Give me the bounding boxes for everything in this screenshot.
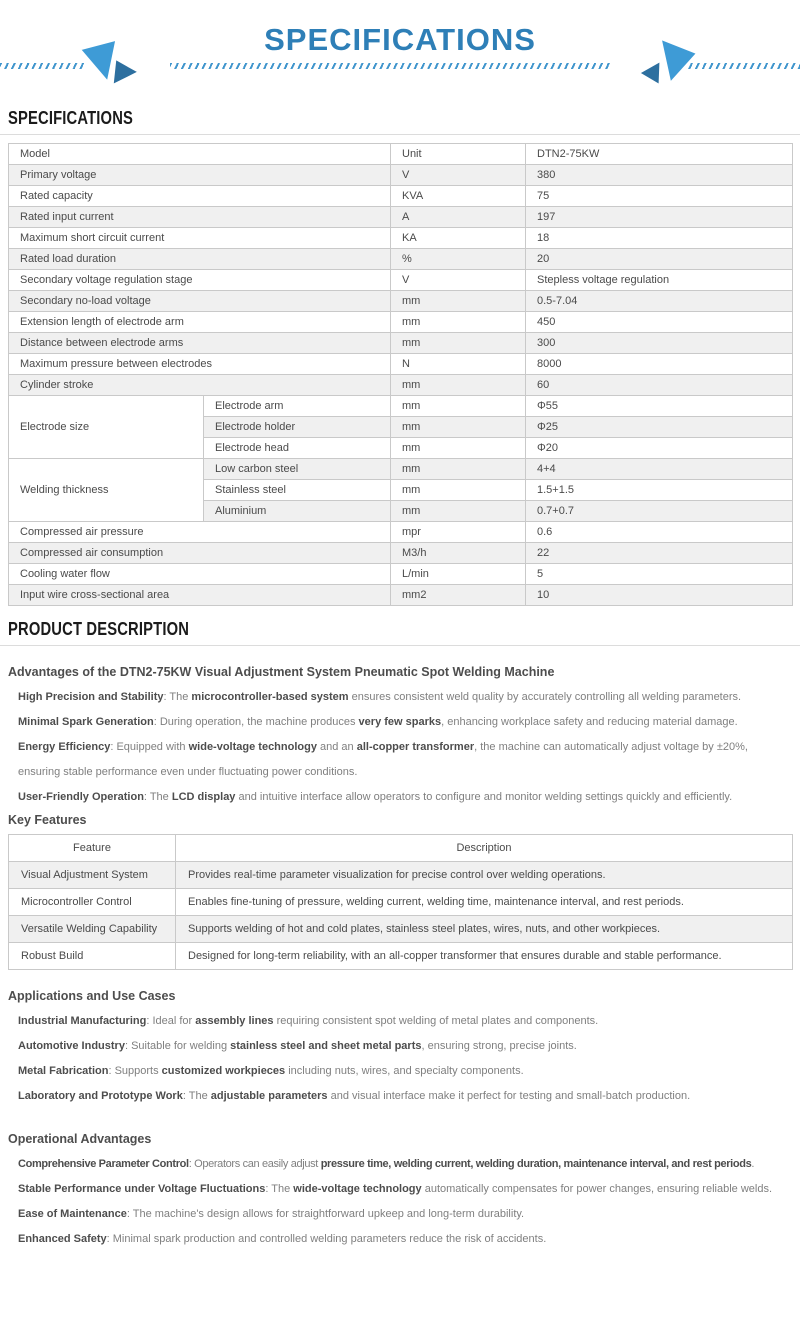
value-cell: 4+4 [526, 459, 793, 480]
bold-text: very few sparks [358, 716, 442, 728]
bullet-line [8, 1227, 792, 1252]
value-cell: 1.5+1.5 [526, 480, 793, 501]
bold-text: Metal Fabrication [18, 1065, 109, 1077]
applications-heading: Applications and Use Cases [8, 989, 176, 1003]
key-features-table [8, 834, 793, 970]
bold-text: User-Friendly Operation [18, 791, 144, 803]
text: , ensuring strong, precise joints. [421, 1040, 577, 1052]
param-cell: Rated input current [9, 207, 391, 228]
param-cell: Electrode head [204, 438, 391, 459]
table-row [9, 943, 793, 970]
param-cell: Rated capacity [9, 186, 391, 207]
description-cell: Designed for long-term reliability, with an all-copper transformer that ensures durable and stable performance. [176, 943, 793, 970]
unit-cell: mm [391, 396, 526, 417]
param-cell: Rated load duration [9, 249, 391, 270]
advantages-heading: Advantages of the DTN2-75KW Visual Adjustment System Pneumatic Spot Welding Machine [8, 665, 555, 679]
table-row [9, 862, 793, 889]
param-cell: Cylinder stroke [9, 375, 391, 396]
triangle-light-icon [660, 38, 698, 84]
param-cell: Maximum pressure between electrodes [9, 354, 391, 375]
bold-text: customized workpieces [161, 1065, 286, 1077]
unit-cell: mm [391, 480, 526, 501]
text: : Equipped with [110, 741, 189, 753]
table-row [9, 916, 793, 943]
divider [0, 134, 800, 135]
bold-text: LCD display [171, 791, 236, 803]
value-cell: Φ55 [526, 396, 793, 417]
table-row [9, 165, 793, 186]
value-cell: Φ20 [526, 438, 793, 459]
unit-cell: Unit [391, 144, 526, 165]
feature-cell: Robust Build [9, 943, 176, 970]
param-cell: Distance between electrode arms [9, 333, 391, 354]
table-row [9, 333, 793, 354]
param-cell: Compressed air pressure [9, 522, 391, 543]
unit-cell: mm [391, 417, 526, 438]
triangle-decoration-icon [632, 36, 702, 88]
unit-cell: KA [391, 228, 526, 249]
param-cell: Low carbon steel [204, 459, 391, 480]
table-row [9, 249, 793, 270]
table-row [9, 459, 793, 480]
unit-cell: A [391, 207, 526, 228]
bold-text: assembly lines [195, 1015, 274, 1027]
bullet-line [8, 785, 792, 810]
table-row [9, 354, 793, 375]
table-row [9, 270, 793, 291]
text: : The [143, 791, 172, 803]
feature-column-header: Feature [9, 835, 176, 862]
table-row [9, 889, 793, 916]
bold-text: all-copper transformer [356, 741, 475, 753]
bold-text: Industrial Manufacturing [18, 1015, 147, 1027]
group-cell: Electrode size [9, 396, 204, 459]
param-cell: Model [9, 144, 391, 165]
bold-text: Energy Efficiency [18, 741, 111, 753]
table-row [9, 564, 793, 585]
value-cell: 60 [526, 375, 793, 396]
value-cell: Φ25 [526, 417, 793, 438]
operational-bullets [0, 1152, 800, 1252]
unit-cell: mm [391, 333, 526, 354]
param-cell: Primary voltage [9, 165, 391, 186]
applications-bullets [0, 1009, 800, 1109]
text: automatically compensates for power changes, ensuring reliable welds. [421, 1183, 773, 1195]
table-row [9, 228, 793, 249]
triangle-decoration-icon [76, 36, 144, 88]
divider [0, 645, 800, 646]
key-features-heading: Key Features [8, 813, 87, 827]
text: . [751, 1158, 755, 1170]
bullet-line [8, 1152, 792, 1177]
table-row [9, 312, 793, 333]
unit-cell: mm [391, 438, 526, 459]
unit-cell: KVA [391, 186, 526, 207]
table-row [9, 585, 793, 606]
unit-cell: N [391, 354, 526, 375]
value-cell: 20 [526, 249, 793, 270]
table-row [9, 522, 793, 543]
bold-text: microcontroller-based system [191, 691, 349, 703]
param-cell: Maximum short circuit current [9, 228, 391, 249]
group-cell: Welding thickness [9, 459, 204, 522]
unit-cell: mm [391, 459, 526, 480]
banner-title: SPECIFICATIONS [264, 22, 536, 57]
triangle-dark-icon [112, 58, 140, 86]
value-cell: 450 [526, 312, 793, 333]
unit-cell: mm [391, 291, 526, 312]
unit-cell: V [391, 270, 526, 291]
value-cell: 22 [526, 543, 793, 564]
text: : The machine's design allows for straightforward upkeep and long-term durability. [126, 1208, 525, 1220]
value-cell: 380 [526, 165, 793, 186]
spec-table-body [9, 144, 793, 606]
bullet-line [8, 1202, 792, 1227]
bullet-line [8, 1059, 792, 1084]
bold-text: Stable Performance under Voltage Fluctuations [18, 1183, 266, 1195]
bullet-line [8, 1034, 792, 1059]
operational-advantages-heading: Operational Advantages [8, 1132, 152, 1146]
bold-text: Ease of Maintenance [18, 1208, 127, 1220]
table-header-row [9, 835, 793, 862]
text: : The [265, 1183, 294, 1195]
unit-cell: M3/h [391, 543, 526, 564]
value-cell: 0.6 [526, 522, 793, 543]
text: and visual interface make it perfect for testing and small-batch production. [327, 1090, 691, 1102]
value-cell: Stepless voltage regulation [526, 270, 793, 291]
banner [0, 0, 800, 100]
triangle-light-icon [79, 39, 117, 83]
value-cell: DTN2-75KW [526, 144, 793, 165]
unit-cell: mm [391, 375, 526, 396]
bold-text: High Precision and Stability [18, 691, 164, 703]
param-cell: Extension length of electrode arm [9, 312, 391, 333]
value-cell: 300 [526, 333, 793, 354]
text: : The [163, 691, 192, 703]
bullet-line [8, 1009, 792, 1034]
bold-text: wide-voltage technology [293, 1183, 422, 1195]
bullet-line [8, 685, 792, 710]
table-row [9, 543, 793, 564]
param-cell: Compressed air consumption [9, 543, 391, 564]
table-row [9, 207, 793, 228]
bold-text: wide-voltage technology [188, 741, 317, 753]
bold-text: Automotive Industry [18, 1040, 125, 1052]
bullet-line [8, 1084, 792, 1109]
bold-text: Enhanced Safety [18, 1233, 107, 1245]
param-cell: Secondary voltage regulation stage [9, 270, 391, 291]
unit-cell: L/min [391, 564, 526, 585]
param-cell: Electrode arm [204, 396, 391, 417]
unit-cell: mm2 [391, 585, 526, 606]
text: : The [182, 1090, 211, 1102]
value-cell: 197 [526, 207, 793, 228]
feature-cell: Microcontroller Control [9, 889, 176, 916]
text: ensures consistent weld quality by accurately controlling all welding parameters. [348, 691, 742, 703]
bold-text: Comprehensive Parameter Control [18, 1158, 189, 1170]
text: , enhancing workplace safety and reducing material damage. [441, 716, 738, 728]
table-row [9, 291, 793, 312]
bold-text: pressure time, welding current, welding duration, maintenance interval, and rest periods [320, 1158, 752, 1170]
product-description-heading: PRODUCT DESCRIPTION [8, 619, 190, 639]
bullet-line [8, 710, 792, 735]
value-cell: 75 [526, 186, 793, 207]
text: and an [316, 741, 357, 753]
feature-cell: Visual Adjustment System [9, 862, 176, 889]
specifications-heading: SPECIFICATIONS [8, 108, 134, 128]
param-cell: Secondary no-load voltage [9, 291, 391, 312]
unit-cell: mm [391, 501, 526, 522]
description-cell: Enables fine-tuning of pressure, welding current, welding time, maintenance interval, and rest periods. [176, 889, 793, 916]
unit-cell: % [391, 249, 526, 270]
param-cell: Cooling water flow [9, 564, 391, 585]
features-table-body [9, 862, 793, 970]
value-cell: 0.7+0.7 [526, 501, 793, 522]
spec-table [8, 143, 793, 606]
param-cell: Stainless steel [204, 480, 391, 501]
text: : Supports [108, 1065, 162, 1077]
table-row [9, 186, 793, 207]
param-cell: Electrode holder [204, 417, 391, 438]
advantages-bullets [0, 685, 800, 810]
value-cell: 0.5-7.04 [526, 291, 793, 312]
dashed-line-left [0, 63, 86, 69]
text: : Minimal spark production and controlled welding parameters reduce the risk of accidents. [106, 1233, 547, 1245]
triangle-dark-icon [638, 60, 661, 86]
table-row [9, 396, 793, 417]
text: including nuts, wires, and specialty components. [285, 1065, 524, 1077]
value-cell: 10 [526, 585, 793, 606]
value-cell: 8000 [526, 354, 793, 375]
unit-cell: V [391, 165, 526, 186]
bold-text: stainless steel and sheet metal parts [230, 1040, 422, 1052]
text: and intuitive interface allow operators to configure and monitor welding settings quickly and efficiently. [235, 791, 733, 803]
param-cell: Input wire cross-sectional area [9, 585, 391, 606]
text: requiring consistent spot welding of metal plates and components. [273, 1015, 599, 1027]
table-row [9, 375, 793, 396]
text: : Operators can easily adjust [188, 1158, 321, 1170]
bullet-line [8, 735, 792, 785]
description-cell: Provides real-time parameter visualization for precise control over welding operations. [176, 862, 793, 889]
unit-cell: mm [391, 312, 526, 333]
unit-cell: mpr [391, 522, 526, 543]
value-cell: 5 [526, 564, 793, 585]
dashed-line-middle [170, 63, 610, 69]
bold-text: Minimal Spark Generation [18, 716, 154, 728]
param-cell: Aluminium [204, 501, 391, 522]
feature-cell: Versatile Welding Capability [9, 916, 176, 943]
table-row [9, 144, 793, 165]
description-cell: Supports welding of hot and cold plates, stainless steel plates, wires, nuts, and other workpieces. [176, 916, 793, 943]
bold-text: adjustable parameters [210, 1090, 328, 1102]
text: , the machine can automatically adjust voltage by ±20%, ensuring stable performance even under fluctuating power conditions. [18, 741, 748, 778]
bullet-line [8, 1177, 792, 1202]
value-cell: 18 [526, 228, 793, 249]
description-column-header: Description [176, 835, 793, 862]
text: : Suitable for welding [124, 1040, 231, 1052]
bold-text: Laboratory and Prototype Work [18, 1090, 183, 1102]
text: : Ideal for [146, 1015, 196, 1027]
text: : During operation, the machine produces [153, 716, 359, 728]
